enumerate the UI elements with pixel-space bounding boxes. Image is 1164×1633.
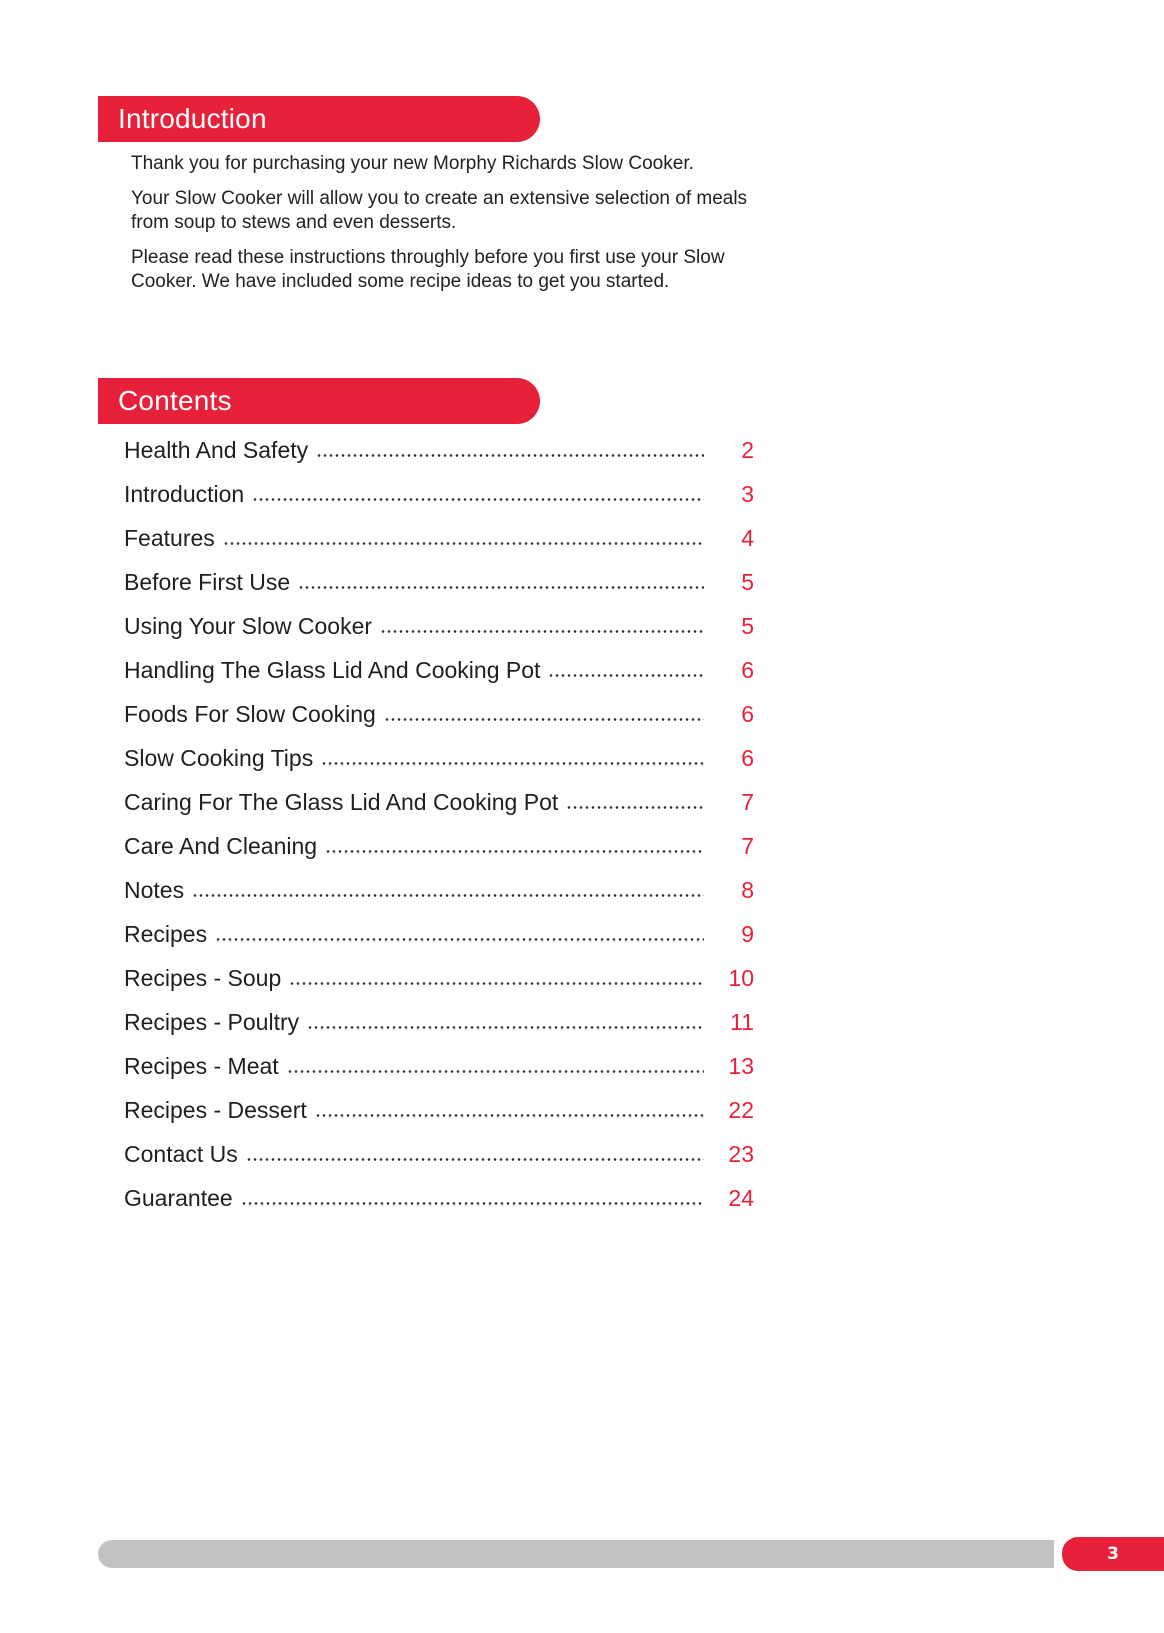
page-number-tab xyxy=(1062,1537,1164,1571)
contents-heading-banner xyxy=(98,378,540,424)
toc-dot-leader xyxy=(315,1113,704,1118)
toc-entry[interactable] xyxy=(124,824,754,868)
toc-entry[interactable] xyxy=(124,472,754,516)
toc-entry-title: Care And Cleaning xyxy=(124,832,318,859)
intro-paragraph: Your Slow Cooker will allow you to create an extensive selection of meals from soup to stews and even desserts. xyxy=(131,188,748,233)
toc-entry[interactable] xyxy=(124,428,754,472)
toc-entry[interactable] xyxy=(124,1000,754,1044)
toc-entry-page-number: 7 xyxy=(741,788,754,815)
footer-bar xyxy=(98,1540,1058,1568)
toc-entry-title: Notes xyxy=(124,876,185,903)
toc-dot-leader xyxy=(192,893,704,898)
toc-entry-title: Recipes - Meat xyxy=(124,1052,279,1079)
table-of-contents xyxy=(124,428,754,1220)
toc-dot-leader xyxy=(384,717,704,722)
toc-entry-title: Recipes - Dessert xyxy=(124,1096,307,1123)
toc-entry-title: Introduction xyxy=(124,480,245,507)
toc-entry-title: Slow Cooking Tips xyxy=(124,744,314,771)
toc-entry[interactable] xyxy=(124,516,754,560)
toc-dot-leader xyxy=(380,629,704,634)
toc-dot-leader xyxy=(307,1025,704,1030)
toc-entry-title: Before First Use xyxy=(124,568,291,595)
toc-dot-leader xyxy=(241,1201,704,1206)
toc-entry-page-number: 4 xyxy=(741,524,754,551)
toc-dot-leader xyxy=(246,1157,704,1162)
toc-entry-title: Handling The Glass Lid And Cooking Pot xyxy=(124,656,541,683)
introduction-heading-banner xyxy=(98,96,540,142)
toc-dot-leader xyxy=(287,1069,704,1074)
toc-entry[interactable] xyxy=(124,1132,754,1176)
toc-entry-page-number: 8 xyxy=(741,876,754,903)
toc-entry-title: Contact Us xyxy=(124,1140,238,1167)
toc-entry-title: Using Your Slow Cooker xyxy=(124,612,373,639)
intro-paragraph: Please read these instructions throughly before you first use your Slow Cooker. We have included some recipe ideas to get you started. xyxy=(131,247,725,292)
toc-entry-title: Guarantee xyxy=(124,1184,233,1211)
toc-entry-page-number: 3 xyxy=(741,480,754,507)
toc-entry[interactable] xyxy=(124,1044,754,1088)
toc-dot-leader xyxy=(215,937,704,942)
toc-entry-title: Recipes - Soup xyxy=(124,964,282,991)
toc-entry[interactable] xyxy=(124,736,754,780)
toc-entry[interactable] xyxy=(124,648,754,692)
toc-entry-page-number: 5 xyxy=(741,568,754,595)
toc-entry-page-number: 22 xyxy=(728,1096,754,1123)
introduction-body xyxy=(131,152,771,305)
toc-entry-page-number: 13 xyxy=(728,1052,754,1079)
toc-entry-page-number: 11 xyxy=(730,1008,754,1035)
toc-entry-title: Health And Safety xyxy=(124,436,309,463)
toc-dot-leader xyxy=(566,805,704,810)
toc-entry-title: Features xyxy=(124,524,215,551)
toc-entry[interactable] xyxy=(124,692,754,736)
toc-entry-title: Recipes xyxy=(124,920,208,947)
toc-entry[interactable] xyxy=(124,560,754,604)
toc-entry[interactable] xyxy=(124,604,754,648)
toc-entry-title: Foods For Slow Cooking xyxy=(124,700,376,727)
introduction-heading: Introduction xyxy=(118,103,267,134)
toc-dot-leader xyxy=(289,981,704,986)
toc-entry-page-number: 9 xyxy=(741,920,754,947)
intro-paragraph: Thank you for purchasing your new Morphy Richards Slow Cooker. xyxy=(131,153,694,174)
toc-entry[interactable] xyxy=(124,780,754,824)
toc-entry-title: Caring For The Glass Lid And Cooking Pot xyxy=(124,788,559,815)
toc-entry-page-number: 7 xyxy=(741,832,754,859)
toc-dot-leader xyxy=(252,497,704,502)
toc-dot-leader xyxy=(316,453,704,458)
toc-entry-page-number: 5 xyxy=(741,612,754,639)
toc-entry[interactable] xyxy=(124,1088,754,1132)
toc-dot-leader xyxy=(321,761,704,766)
toc-entry-page-number: 2 xyxy=(741,436,754,463)
toc-entry-page-number: 24 xyxy=(728,1184,754,1211)
toc-dot-leader xyxy=(298,585,704,590)
toc-entry-page-number: 6 xyxy=(741,700,754,727)
contents-heading: Contents xyxy=(118,385,232,416)
toc-dot-leader xyxy=(548,673,704,678)
toc-entry-page-number: 23 xyxy=(728,1140,754,1167)
toc-entry-page-number: 10 xyxy=(728,964,754,991)
toc-entry[interactable] xyxy=(124,1176,754,1220)
toc-entry-page-number: 6 xyxy=(741,744,754,771)
toc-entry[interactable] xyxy=(124,912,754,956)
toc-dot-leader xyxy=(325,849,704,854)
page-number: 3 xyxy=(1107,1544,1119,1564)
toc-entry-page-number: 6 xyxy=(741,656,754,683)
toc-entry[interactable] xyxy=(124,868,754,912)
toc-entry[interactable] xyxy=(124,956,754,1000)
toc-entry-title: Recipes - Poultry xyxy=(124,1008,300,1035)
toc-dot-leader xyxy=(223,541,704,546)
